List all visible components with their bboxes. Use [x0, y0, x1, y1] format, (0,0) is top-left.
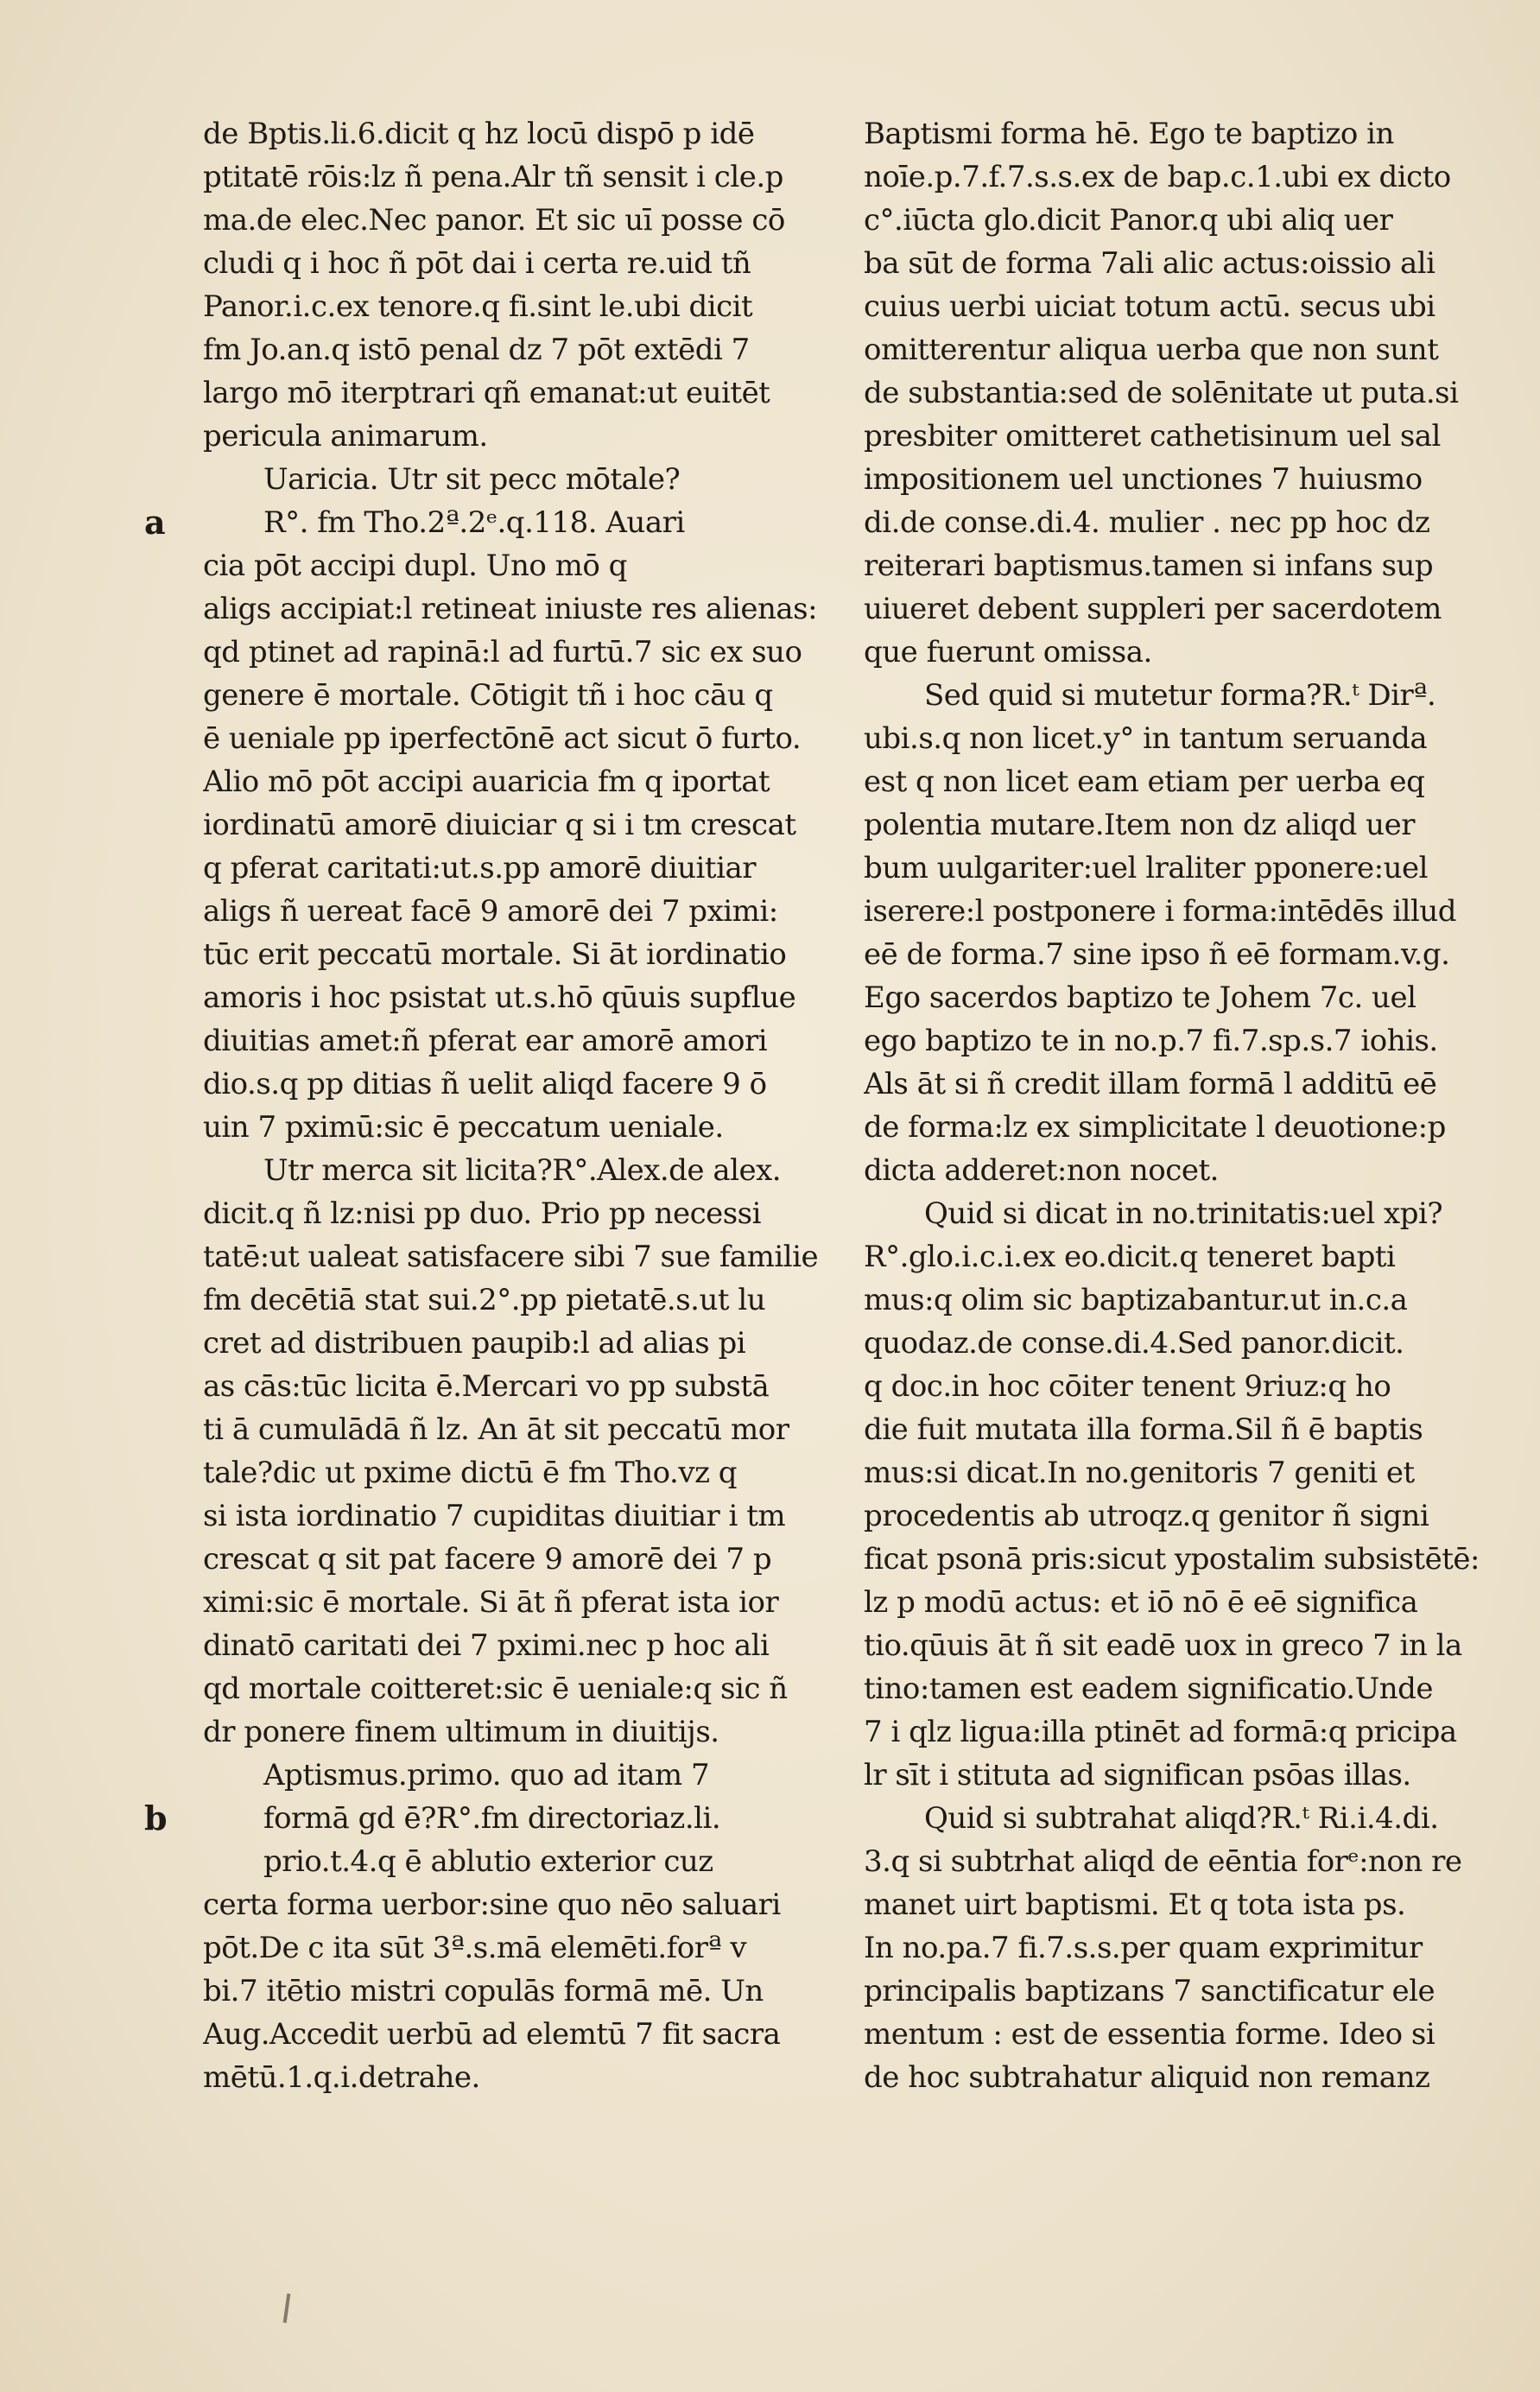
text-line: uin 7 pximū:sic ē peccatum ueniale.: [203, 1110, 724, 1145]
text-line: Aptismus.primo. quo ad itam 7: [263, 1758, 710, 1792]
text-line: pericula animarum.: [203, 419, 488, 454]
text-line: ma.de elec.Nec panor. Et sic uī posse cō: [203, 203, 785, 238]
text-line: largo mō iterptrari qñ emanat:ut euitēt: [203, 376, 770, 410]
text-line: mus:q olim sic baptizabantur.ut in.c.a: [864, 1283, 1408, 1317]
text-line: de hoc subtrahatur aliquid non remanz: [864, 2060, 1430, 2095]
text-line: 7 i qlz ligua:illa ptinēt ad formā:q pricipa: [864, 1715, 1457, 1749]
text-line: eē de forma.7 sine ipso ñ eē formam.v.g.: [864, 937, 1450, 972]
text-line: ba sūt de forma 7ali alic actus:oissio ali: [864, 246, 1435, 281]
text-line: Sed quid si mutetur forma?R.ᵗ Dirª.: [924, 678, 1436, 713]
text-line: c°.iūcta glo.dicit Panor.q ubi aliq uer: [864, 203, 1393, 238]
text-line: In no.pa.7 fi.7.s.s.per quam exprimitur: [864, 1931, 1423, 1965]
text-line: certa forma uerbor:sine quo nēo saluari: [203, 1888, 781, 1922]
text-line: formā gd ē?R°.fm directoriaz.li.: [263, 1801, 721, 1836]
text-line: dr ponere finem ultimum in diuitijs.: [203, 1715, 719, 1749]
text-line: lz p modū actus: et iō nō ē eē significa: [864, 1585, 1418, 1620]
right-column: [864, 112, 1503, 2099]
text-line: fm decētiā stat sui.2°.pp pietatē.s.ut lu: [203, 1283, 766, 1317]
section-marker-b: b: [144, 1799, 168, 1837]
text-line: qd mortale coitteret:sic ē ueniale:q sic ñ: [203, 1672, 788, 1706]
text-line: iserere:l postponere i forma:intēdēs illud: [864, 894, 1457, 929]
text-line: omitterentur aliqua uerba que non sunt: [864, 333, 1439, 367]
text-line: dicta adderet:non nocet.: [864, 1153, 1219, 1188]
text-line: 3.q si subtrhat aliqd de eēntia forᵉ:non re: [864, 1844, 1462, 1879]
text-line: Uaricia. Utr sit pecc mōtale?: [263, 462, 681, 497]
text-line: ximi:sic ē mortale. Si āt ñ pferat ista ior: [203, 1585, 779, 1620]
text-line: dinatō caritati dei 7 pximi.nec p hoc ali: [203, 1628, 770, 1663]
text-line: tale?dic ut pxime dictū ē fm Tho.vz q: [203, 1456, 738, 1490]
text-line: q doc.in hoc cōiter tenent 9riuz:q ho: [864, 1369, 1391, 1404]
text-line: Ego sacerdos baptizo te Johem 7c. uel: [864, 980, 1416, 1015]
text-line: que fuerunt omissa.: [864, 635, 1152, 669]
text-line: ficat psonā pris:sicut ypostalim subsistētē:: [864, 1542, 1480, 1577]
text-line: principalis baptizans 7 sanctificatur ele: [864, 1974, 1435, 2008]
text-line: Aug.Accedit uerbū ad elemtū 7 fit sacra: [203, 2017, 781, 2052]
text-line: ē ueniale pp iperfectōnē act sicut ō furto.: [203, 721, 802, 756]
text-line: si ista iordinatio 7 cupiditas diuitiar i tm: [203, 1499, 786, 1533]
text-line: Quid si subtrahat aliqd?R.ᵗ Ri.i.4.di.: [924, 1801, 1439, 1836]
text-line: Panor.i.c.ex tenore.q fi.sint le.ubi dicit: [203, 289, 753, 324]
text-line: bi.7 itētio mistri copulās formā mē. Un: [203, 1974, 764, 2008]
text-line: mus:si dicat.In no.genitoris 7 geniti et: [864, 1456, 1415, 1490]
text-line: die fuit mutata illa forma.Sil ñ ē baptis: [864, 1412, 1423, 1447]
text-line: manet uirt baptismi. Et q tota ista ps.: [864, 1888, 1406, 1922]
stray-mark: [283, 2294, 291, 2323]
text-line: q pferat caritati:ut.s.pp amorē diuitiar: [203, 851, 756, 885]
text-line: di.de conse.di.4. mulier . nec pp hoc dz: [864, 505, 1430, 540]
text-line: R°.glo.i.c.i.ex eo.dicit.q teneret bapti: [864, 1240, 1396, 1274]
text-line: ti ā cumulādā ñ lz. An āt sit peccatū mor: [203, 1412, 789, 1447]
text-line: uiueret debent suppleri per sacerdotem: [864, 592, 1442, 626]
text-line: polentia mutare.Item non dz aliqd uer: [864, 808, 1415, 842]
text-line: ptitatē rōis:lz ñ pena.Alr tñ sensit i cle.p: [203, 160, 783, 194]
text-line: est q non licet eam etiam per uerba eq: [864, 765, 1425, 799]
text-line: reiterari baptismus.tamen si infans sup: [864, 549, 1434, 583]
text-line: tio.qūuis āt ñ sit eadē uox in greco 7 in la: [864, 1628, 1462, 1663]
text-line: mentum : est de essentia forme. Ideo si: [864, 2017, 1435, 2052]
text-line: de Bptis.li.6.dicit q hz locū dispō p idē: [203, 117, 755, 151]
text-line: ego baptizo te in no.p.7 fi.7.sp.s.7 iohis.: [864, 1024, 1438, 1058]
text-line: fm Jo.an.q istō penal dz 7 pōt extēdi 7: [203, 333, 750, 367]
text-line: amoris i hoc psistat ut.s.hō qūuis supflue: [203, 980, 796, 1015]
text-line: as cās:tūc licita ē.Mercari vo pp substā: [203, 1369, 770, 1404]
text-line: cludi q i hoc ñ pōt dai i certa re.uid tñ: [203, 246, 751, 281]
text-line: de substantia:sed de solēnitate ut puta.si: [864, 376, 1459, 410]
text-line: Baptismi forma hē. Ego te baptizo in: [864, 117, 1394, 151]
text-line: noīe.p.7.f.7.s.s.ex de bap.c.1.ubi ex dicto: [864, 160, 1451, 194]
text-line: diuitias amet:ñ pferat ear amorē amori: [203, 1024, 768, 1058]
text-line: presbiter omitteret cathetisinum uel sal: [864, 419, 1441, 454]
text-line: dicit.q ñ lz:nisi pp duo. Prio pp necessi: [203, 1196, 762, 1231]
text-line: bum uulgariter:uel lraliter pponere:uel: [864, 851, 1428, 885]
text-line: iordinatū amorē diuiciar q si i tm crescat: [203, 808, 796, 842]
text-line: dio.s.q pp ditias ñ uelit aliqd facere 9 ō: [203, 1067, 767, 1101]
text-line: tatē:ut ualeat satisfacere sibi 7 sue familie: [203, 1240, 819, 1274]
text-line: cret ad distribuen paupib:l ad alias pi: [203, 1326, 746, 1361]
text-line: pōt.De c ita sūt 3ª.s.mā elemēti.forª v: [203, 1931, 747, 1965]
text-line: mētū.1.q.i.detrahe.: [203, 2060, 480, 2095]
text-line: Utr merca sit licita?R°.Alex.de alex.: [263, 1153, 782, 1188]
section-marker-a: a: [144, 503, 166, 542]
text-line: tūc erit peccatū mortale. Si āt iordinatio: [203, 937, 787, 972]
text-line: qd ptinet ad rapinā:l ad furtū.7 sic ex suo: [203, 635, 802, 669]
text-line: Als āt si ñ credit illam formā l additū eē: [864, 1067, 1437, 1101]
text-line: Alio mō pōt accipi auaricia fm q iportat: [203, 765, 770, 799]
text-line: impositionem uel unctiones 7 huiusmo: [864, 462, 1423, 497]
text-line: crescat q sit pat facere 9 amorē dei 7 p: [203, 1542, 772, 1577]
text-line: de forma:lz ex simplicitate l deuotione:p: [864, 1110, 1446, 1145]
text-line: ubi.s.q non licet.y° in tantum seruanda: [864, 721, 1428, 756]
text-line: prio.t.4.q ē ablutio exterior cuz: [263, 1844, 713, 1879]
left-column: [144, 112, 842, 2099]
text-line: tino:tamen est eadem significatio.Unde: [864, 1672, 1434, 1706]
text-line: quodaz.de conse.di.4.Sed panor.dicit.: [864, 1326, 1404, 1361]
text-line: aligs ñ uereat facē 9 amorē dei 7 pximi:: [203, 894, 778, 929]
text-line: procedentis ab utroqz.q genitor ñ signi: [864, 1499, 1429, 1533]
text-line: aligs accipiat:l retineat iniuste res alienas:: [203, 592, 818, 626]
text-line: cia pōt accipi dupl. Uno mō q: [203, 549, 627, 583]
text-line: Quid si dicat in no.trinitatis:uel xpi?: [924, 1196, 1443, 1231]
text-line: lr sīt i stituta ad significan psōas illas.: [864, 1758, 1411, 1792]
text-line: genere ē mortale. Cōtigit tñ i hoc cāu q: [203, 678, 773, 713]
text-line: R°. fm Tho.2ª.2ᵉ.q.118. Auari: [263, 505, 685, 540]
text-line: cuius uerbi uiciat totum actū. secus ubi: [864, 289, 1435, 324]
